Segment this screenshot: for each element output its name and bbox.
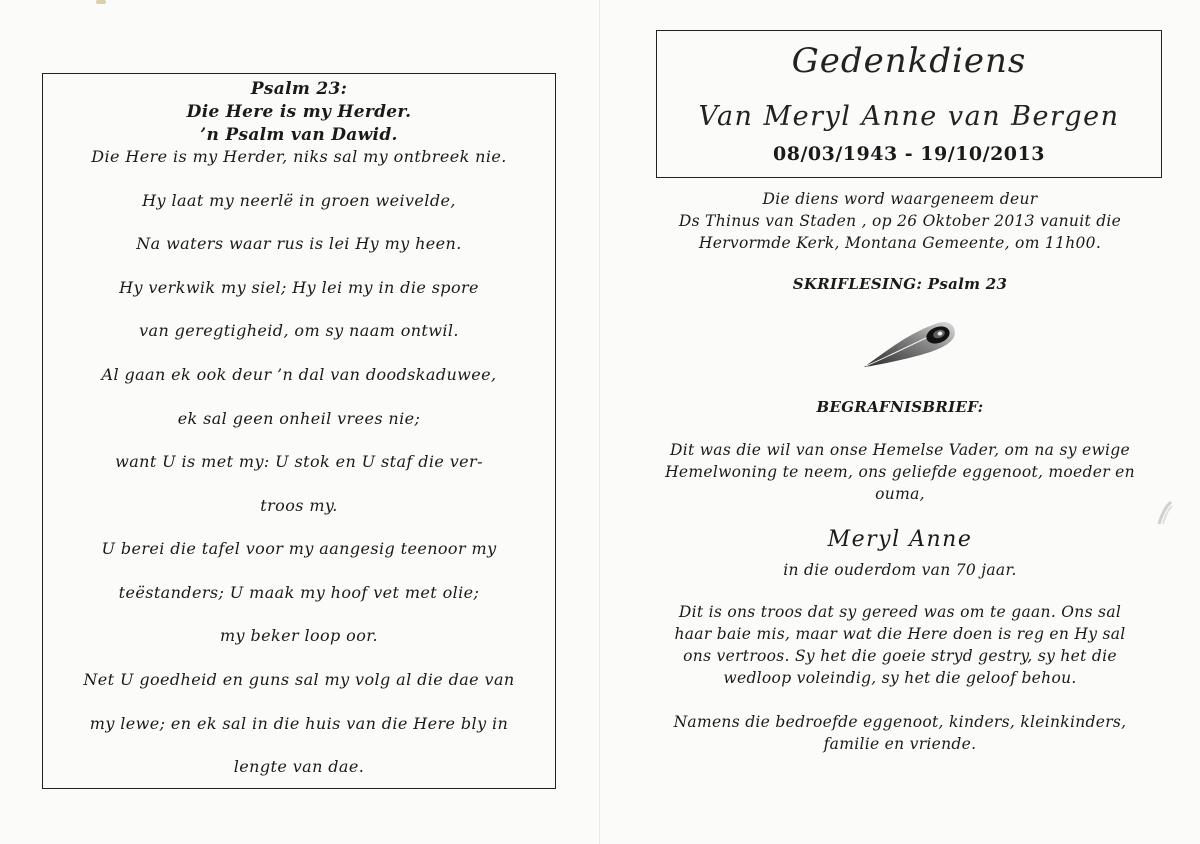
age-line: in die ouderdom van 70 jaar. bbox=[783, 561, 1017, 579]
comfort-paragraph bbox=[640, 601, 1160, 689]
family-line: familie en vriende. bbox=[823, 735, 977, 753]
right-page bbox=[600, 0, 1200, 844]
deceased-name: Meryl Anne bbox=[827, 527, 973, 552]
letter-label: BEGRAFNISBRIEF: bbox=[816, 398, 984, 416]
comfort-line: haar baie mis, maar wat die Here doen is reg en Hy sal bbox=[674, 625, 1126, 643]
paper-smudge bbox=[1156, 500, 1174, 526]
psalm-verse-line: troos my. bbox=[260, 496, 338, 515]
psalm-heading-line: Psalm 23: bbox=[250, 79, 348, 99]
psalm-verse-line: Al gaan ek ook deur ’n dal van doodskaduwee, bbox=[101, 365, 497, 384]
psalm-verse-line: Na waters waar rus is lei Hy my heen. bbox=[136, 234, 462, 253]
memorial-subtitle: Van Meryl Anne van Bergen bbox=[698, 101, 1120, 132]
peacock-feather-icon bbox=[862, 315, 958, 373]
psalm-verse-line: want U is met my: U stok en U staf die ver- bbox=[115, 452, 483, 471]
comfort-line: Dit is ons troos dat sy gereed was om te gaan. Ons sal bbox=[678, 603, 1122, 621]
psalm-verse-line: Hy laat my neerlë in groen weivelde, bbox=[142, 191, 456, 210]
psalm-verse-line: Die Here is my Herder, niks sal my ontbreek nie. bbox=[91, 147, 507, 166]
service-line: Ds Thinus van Staden , op 26 Oktober 2013 vanuit die bbox=[678, 212, 1122, 230]
psalm-verse-line: ek sal geen onheil vrees nie; bbox=[177, 409, 421, 428]
service-line: Hervormde Kerk, Montana Gemeente, om 11h00. bbox=[698, 234, 1102, 252]
psalm-verse-line: Net U goedheid en guns sal my volg al die dae van bbox=[83, 670, 515, 689]
psalm-heading-line: Die Here is my Herder. bbox=[186, 102, 412, 122]
letter-line: ouma, bbox=[875, 485, 925, 503]
memorial-title: Gedenkdiens bbox=[791, 41, 1027, 81]
psalm-heading bbox=[43, 78, 555, 147]
comfort-line: ons vertroos. Sy het die goeie stryd gestry, sy het die bbox=[683, 647, 1117, 665]
psalm-heading-line: ’n Psalm van Dawid. bbox=[200, 125, 398, 145]
service-details bbox=[640, 188, 1160, 254]
letter-line: Hemelwoning te neem, ons geliefde eggenoot, moeder en bbox=[665, 463, 1135, 481]
psalm-verse-line: van geregtigheid, om sy naam ontwil. bbox=[139, 321, 459, 340]
title-box bbox=[656, 30, 1162, 178]
psalm-verse-line: lengte van dae. bbox=[233, 757, 365, 776]
psalm-box bbox=[42, 73, 556, 789]
family-line: Namens die bedroefde eggenoot, kinders, kleinkinders, bbox=[673, 713, 1127, 731]
family-signoff bbox=[640, 711, 1160, 755]
comfort-line: wedloop voleindig, sy het die geloof behou. bbox=[723, 669, 1077, 687]
psalm-verse-line: U berei die tafel voor my aangesig teenoor my bbox=[101, 539, 497, 558]
psalm-verse-line: teëstanders; U maak my hoof vet met olie; bbox=[118, 583, 480, 602]
psalm-verse-line: Hy verkwik my siel; Hy lei my in die spore bbox=[119, 278, 479, 297]
psalm-verse-line: my lewe; en ek sal in die huis van die Here bly in bbox=[89, 714, 509, 733]
reading-label: SKRIFLESING: Psalm 23 bbox=[792, 275, 1008, 293]
life-dates: 08/03/1943 - 19/10/2013 bbox=[773, 143, 1045, 165]
service-line: Die diens word waargeneem deur bbox=[762, 190, 1038, 208]
letter-line: Dit was die wil van onse Hemelse Vader, om na sy ewige bbox=[670, 441, 1130, 459]
paper-speck bbox=[96, 0, 106, 4]
letter-intro bbox=[640, 439, 1160, 505]
psalm-verse-line: my beker loop oor. bbox=[219, 626, 379, 645]
